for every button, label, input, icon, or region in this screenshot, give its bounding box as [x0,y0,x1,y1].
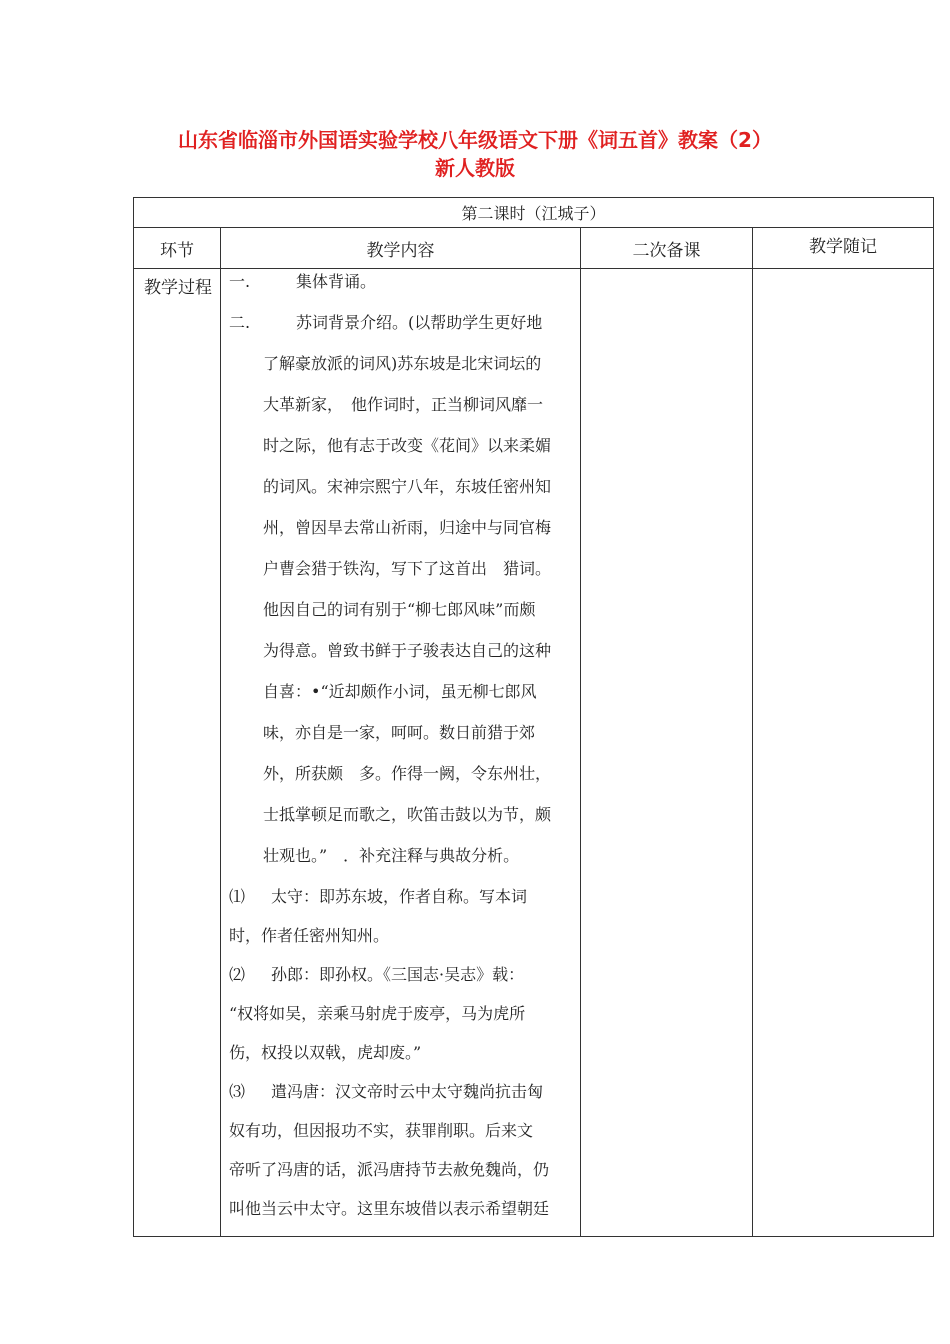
content-line: 了解豪放派的词风)苏东坡是北宋词坛的 [263,354,542,373]
note-2-text: 孙郎：即孙权。《三国志·吴志》载： [271,965,525,984]
item-1 [221,269,580,311]
content-line: 味，亦自是一家，呵呵。数日前猎于郊 [263,723,536,742]
note-1-number: ⑴ [229,887,246,906]
note-line: 伤，权投以双戟，虎却废。” [229,1043,422,1062]
header-notes: 教学随记 [753,228,934,269]
content-line: 的词风。宋神宗熙宁八年，东坡任密州知 [263,477,552,496]
caption-row [134,198,934,228]
content-line: 时之际，他有志于改变《花间》以来柔媚 [263,436,552,455]
note-1-text: 太守：即苏东坡，作者自称。写本词 [271,887,528,906]
note-line: 奴有功，但因报功不实，获罪削职。后来文 [229,1121,534,1140]
item-2 [221,311,580,352]
content-text [221,269,580,1236]
note-2 [221,963,580,1002]
secondary-cell [581,269,753,1237]
content-line: 壮观也。” ．补充注释与典故分析。 [263,846,520,865]
item-1-number: 一. [229,272,251,291]
note-3-text: 遣冯唐：汉文帝时云中太守魏尚抗击匈 [271,1082,544,1101]
header-section: 环节 [134,228,221,269]
content-line: 户曹会猎于铁沟，写下了这首出 猎词。 [263,559,552,578]
note-3 [221,1080,580,1119]
lesson-plan-table [133,197,934,1237]
item-2-text: 苏词背景介绍。(以帮助学生更好地 [296,313,543,332]
content-line: 士抵掌顿足而歌之，吹笛击鼓以为节，颇 [263,805,552,824]
content-line: 为得意。曾致书鲜于子骏表达自己的这种 [263,641,552,660]
note-line: 叫他当云中太守。这里东坡借以表示希望朝廷 [229,1199,550,1218]
content-line: 州，曾因旱去常山祈雨，归途中与同官梅 [263,518,552,537]
content-line: 他因自己的词有别于“柳七郎风味”而颇 [263,600,536,619]
header-secondary: 二次备课 [581,228,753,269]
header-content: 教学内容 [221,228,581,269]
note-line: 时，作者任密州知州。 [229,926,390,945]
note-line: 帝听了冯唐的话，派冯唐持节去赦免魏尚，仍 [229,1160,550,1179]
note-line: “权将如吴，亲乘马射虎于废亭，马为虎所 [229,1004,526,1023]
notes-cell [753,269,934,1237]
content-line: 大革新家， 他作词时，正当柳词风靡一 [263,395,544,414]
content-line: 外，所获颇 多。作得一阙，令东州壮， [263,764,552,783]
note-2-number: ⑵ [229,965,246,984]
document-subtitle: 新人教版 [435,156,515,180]
note-1 [221,885,580,924]
content-line: 自喜：•“近却颇作小词，虽无柳七郎风 [263,682,537,701]
section-label: 教学过程 [144,278,212,298]
document-title: 山东省临淄市外国语实验学校八年级语文下册《词五首》教案（2） [178,128,772,152]
item-2-number: 二. [229,313,251,332]
item-1-text: 集体背诵。 [296,272,377,291]
note-3-number: ⑶ [229,1082,246,1101]
body-row [134,269,934,1237]
lesson-caption: 第二课时（江城子） [134,198,934,228]
header-row [134,228,934,269]
section-cell [134,269,221,1237]
content-cell [221,269,581,1237]
